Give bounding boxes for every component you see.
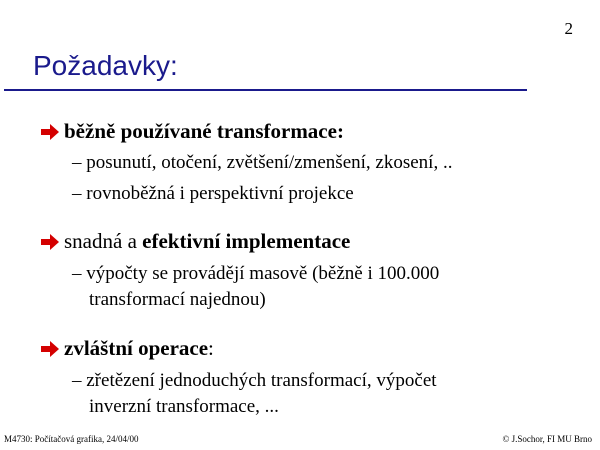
bullet-text-emphasis: efektivní implementace bbox=[142, 229, 351, 253]
sub-item-text: – rovnoběžná i perspektivní projekce bbox=[72, 183, 354, 204]
sub-item-text: – posunutí, otočení, zvětšení/zmenšení, zkosení, .. bbox=[72, 152, 453, 173]
sub-item bbox=[72, 181, 354, 207]
slide-title: Požadavky: bbox=[33, 50, 178, 81]
arrow-right-icon bbox=[40, 233, 64, 251]
sub-item-text: – výpočty se provádějí masově (běžně i 100.000 bbox=[72, 263, 440, 284]
sub-item-text-continued: inverzní transformace, ... bbox=[89, 396, 279, 417]
bullet-item-3 bbox=[40, 336, 214, 361]
arrow-right-icon bbox=[40, 123, 64, 141]
arrow-right-icon bbox=[40, 340, 64, 358]
page-number: 2 bbox=[564, 19, 573, 38]
title-underline bbox=[4, 89, 527, 91]
sub-item-text-continued: transformací najednou) bbox=[89, 289, 266, 310]
bullet-text: zvláštní operace bbox=[64, 336, 209, 360]
bullet-item-2 bbox=[40, 229, 350, 254]
footer-course-info: M4730: Počítačová grafika, 24/04/00 bbox=[4, 434, 139, 444]
bullet-text: běžně používané transformace: bbox=[64, 119, 344, 143]
sub-item-text: – zřetězení jednoduchých transformací, výpočet bbox=[72, 370, 437, 391]
bullet-text-colon: : bbox=[208, 336, 214, 360]
bullet-text: snadná a bbox=[64, 229, 143, 253]
sub-item bbox=[72, 150, 452, 176]
footer-copyright: © J.Sochor, FI MU Brno bbox=[502, 434, 592, 444]
sub-item bbox=[72, 261, 439, 313]
bullet-item-1 bbox=[40, 119, 344, 144]
sub-item bbox=[72, 368, 437, 420]
